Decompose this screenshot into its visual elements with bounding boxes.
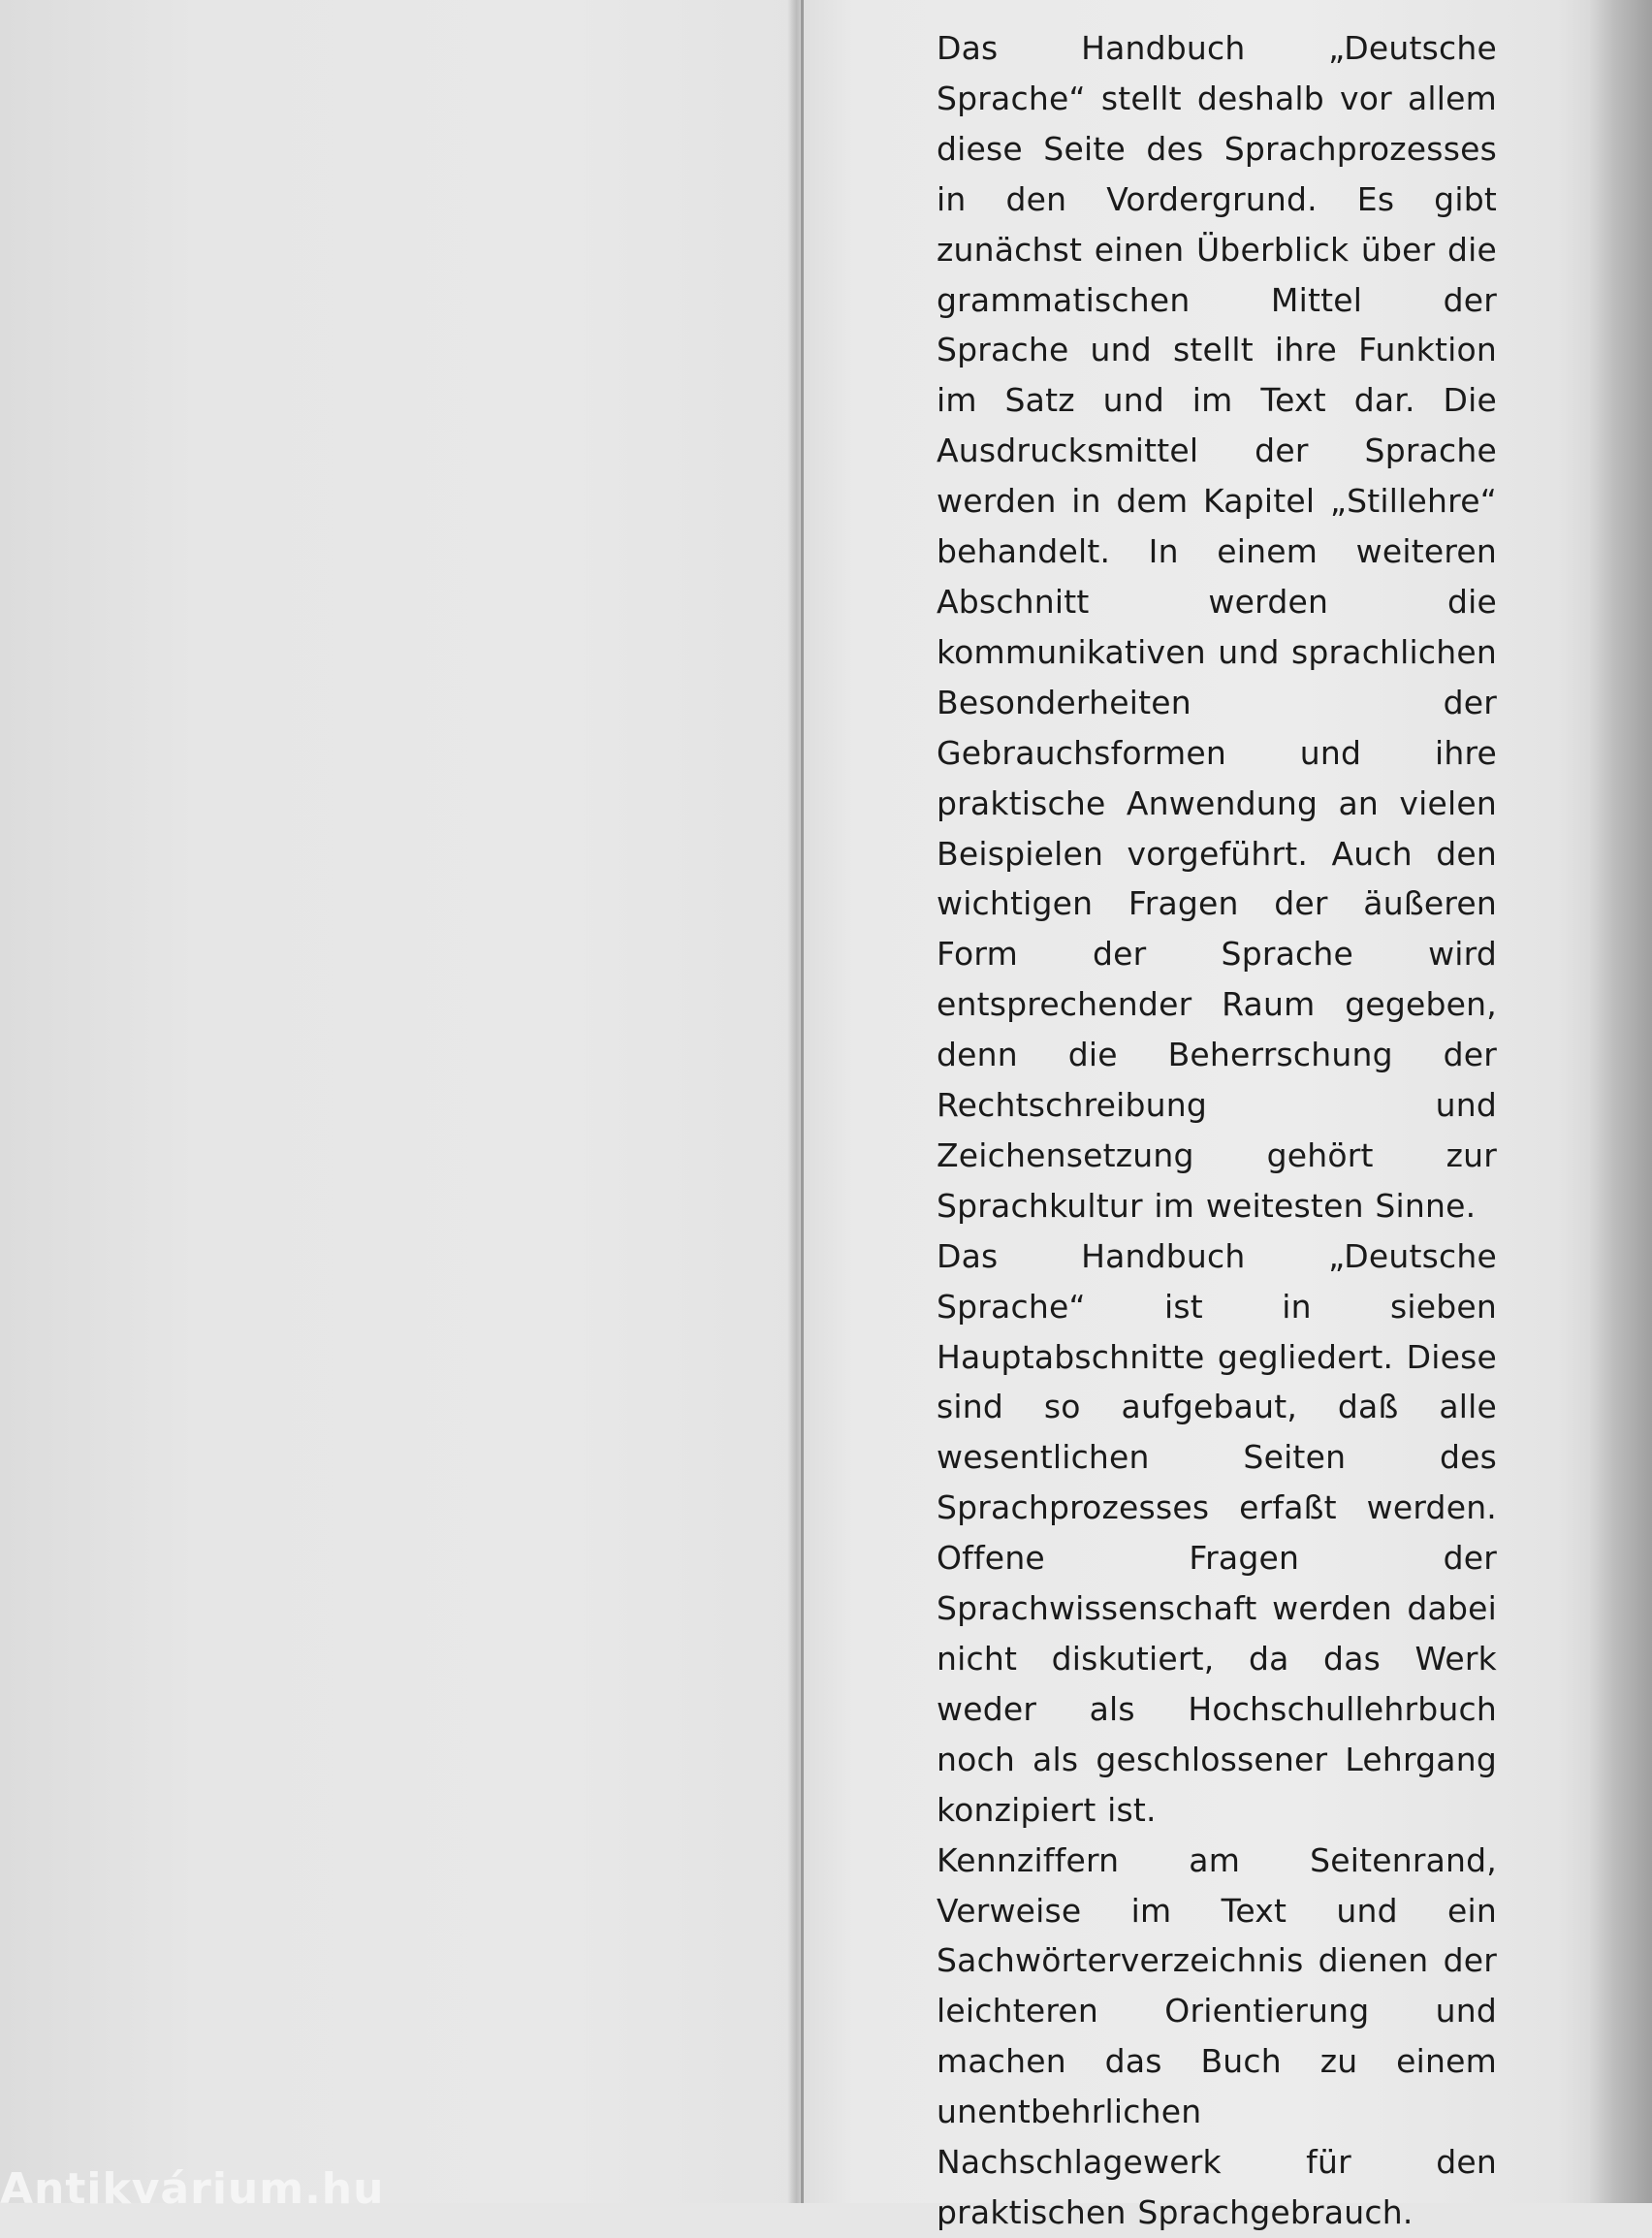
flap-text-block <box>937 23 1497 2238</box>
flap-paragraph-2: Das Handbuch „Deutsche Sprache“ ist in sieben Hauptabschnitte gegliedert. Diese sind so aufgebaut, daß alle wesentlichen Seiten des Sprachprozesses erfaßt werden. Offene Fragen der Sprachwissenschaft werden dabei nicht diskutiert, da das Werk weder als Hochschullehrbuch noch als geschlossener Lehrgang konzipiert ist. <box>937 1236 1497 1829</box>
watermark-text: Antikvárium.hu <box>0 2164 385 2214</box>
flap-right-edge <box>1590 0 1652 2203</box>
flap-paragraph-3: Kennziffern am Seitenrand, Verweise im Text und ein Sachwörterverzeichnis dienen der leichteren Orientierung und machen das Buch zu einem unentbehrlichen Nachschlagewerk für den praktischen Sprachgebrauch. <box>937 1840 1497 2231</box>
left-endpaper <box>0 0 797 2203</box>
flap-paragraph-1: Das Handbuch „Deutsche Sprache“ stellt deshalb vor allem diese Seite des Sprachprozesses in den Vordergrund. Es gibt zunächst einen Überblick über die grammatischen Mittel der Sprache und stellt ihre Funktion im Satz und im Text dar. Die Ausdrucksmittel der Sprache werden in dem Kapitel „Stillehre“ behandelt. In einem weiteren Abschnitt werden die kommunikativen und sprachlichen Besonderheiten der Gebrauchsformen und ihre praktische Anwendung an vielen Beispielen vorgeführt. Auch den wichtigen Fragen der äußeren Form der Sprache wird entsprechender Raum gegeben, denn die Beherrschung der Rechtschreibung und Zeichensetzung gehört zur Sprachkultur im weitesten Sinne. <box>937 29 1497 1225</box>
